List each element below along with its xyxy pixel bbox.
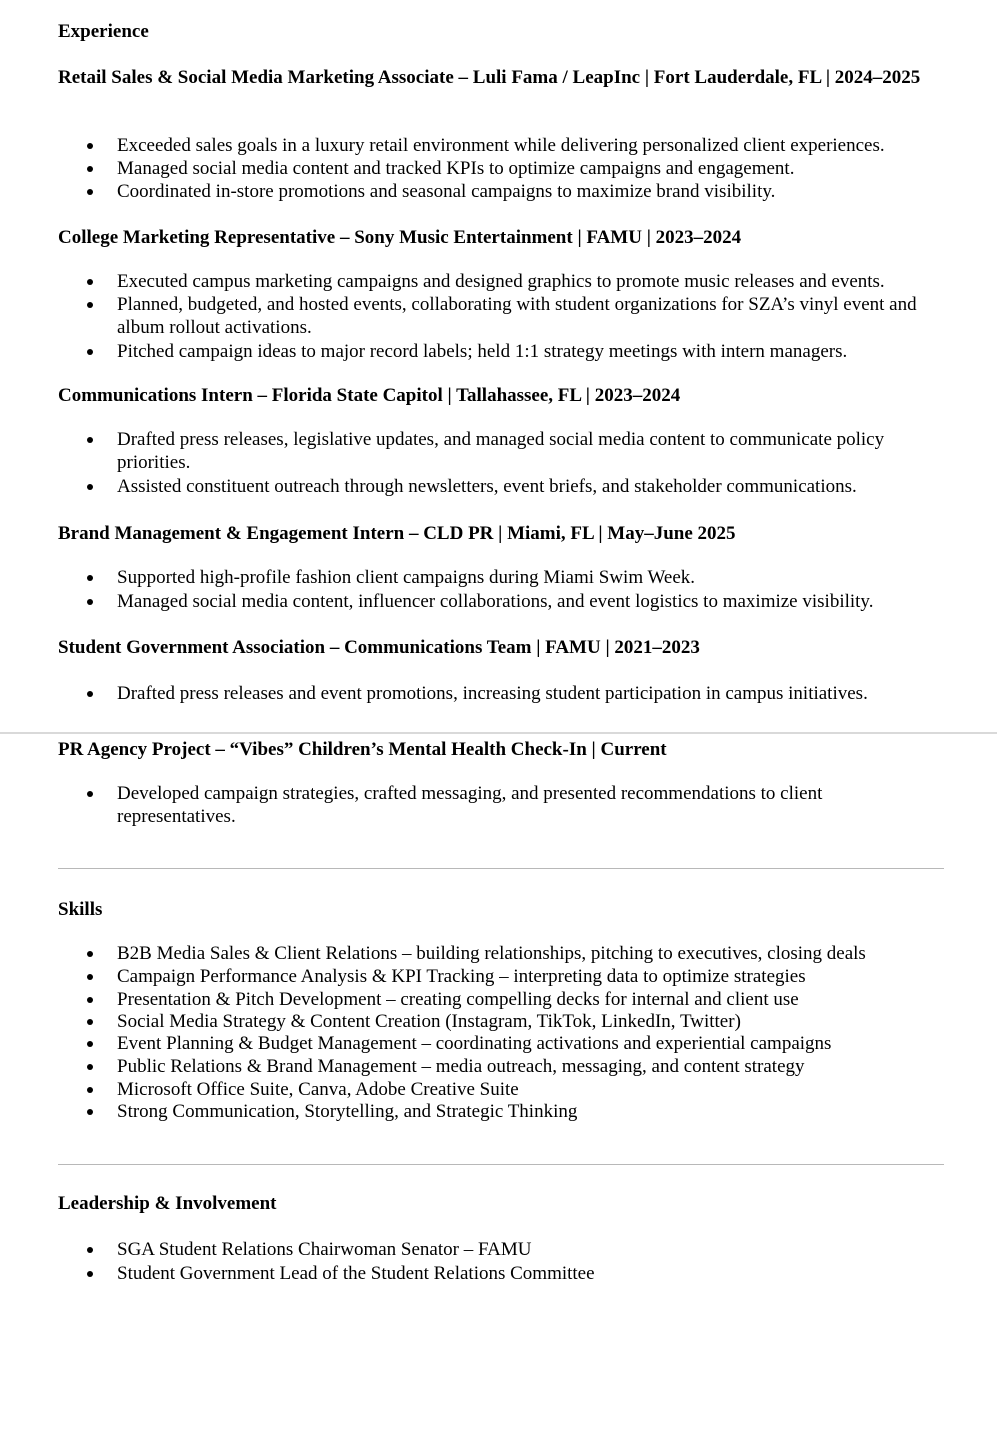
- job-bullets-sony-music: [0, 270, 917, 363]
- list-item: Supported high-profile fashion client campaigns during Miami Swim Week.: [0, 566, 917, 589]
- bullet-icon: [87, 575, 93, 581]
- job-title-sony-music: College Marketing Representative – Sony Music Entertainment | FAMU | 2023–2024: [58, 227, 742, 248]
- bullet-icon: [87, 189, 93, 195]
- bullet-icon: [87, 1271, 93, 1277]
- list-item: Student Government Lead of the Student Relations Committee: [0, 1262, 917, 1285]
- bullet-icon: [87, 1247, 93, 1253]
- bullet-icon: [87, 974, 93, 980]
- bullet-icon: [87, 599, 93, 605]
- leadership-heading: Leadership & Involvement: [58, 1193, 277, 1214]
- list-item: Planned, budgeted, and hosted events, collaborating with student organizations for SZA’s vinyl event and album rollout activations.: [0, 293, 917, 339]
- bullet-icon: [87, 791, 93, 797]
- job-bullets-florida-capitol: [0, 428, 917, 498]
- bullet-icon: [87, 437, 93, 443]
- job-title-luli-fama: Retail Sales & Social Media Marketing Associate – Luli Fama / LeapInc | Fort Lauderdale, FL | 2024–2025: [58, 67, 921, 88]
- bullet-icon: [87, 484, 93, 490]
- bullet-icon: [87, 1019, 93, 1025]
- list-item: Social Media Strategy & Content Creation (Instagram, TikTok, LinkedIn, Twitter): [0, 1010, 917, 1032]
- list-item: Pitched campaign ideas to major record labels; held 1:1 strategy meetings with intern managers.: [0, 340, 917, 363]
- list-item: SGA Student Relations Chairwoman Senator – FAMU: [0, 1238, 917, 1262]
- bullet-icon: [87, 1041, 93, 1047]
- job-title-florida-capitol: Communications Intern – Florida State Capitol | Tallahassee, FL | 2023–2024: [58, 385, 681, 406]
- list-item: Developed campaign strategies, crafted messaging, and presented recommendations to client representatives.: [0, 782, 917, 828]
- job-bullets-cld-pr: [0, 566, 917, 613]
- section-divider: [58, 1164, 944, 1165]
- leadership-list: [0, 1238, 917, 1285]
- experience-heading: Experience: [58, 21, 149, 42]
- bullet-icon: [87, 951, 93, 957]
- bullet-icon: [87, 143, 93, 149]
- bullet-icon: [87, 302, 93, 308]
- bullet-icon: [87, 349, 93, 355]
- list-item: Presentation & Pitch Development – creating compelling decks for internal and client use: [0, 988, 917, 1010]
- skills-list: [0, 942, 917, 1123]
- list-item: Campaign Performance Analysis & KPI Tracking – interpreting data to optimize strategies: [0, 965, 917, 988]
- job-bullets-sga-comms: [0, 682, 917, 705]
- skills-heading: Skills: [58, 899, 103, 920]
- list-item: Event Planning & Budget Management – coordinating activations and experiential campaigns: [0, 1032, 917, 1055]
- bullet-icon: [87, 1087, 93, 1093]
- list-item: Strong Communication, Storytelling, and Strategic Thinking: [0, 1100, 917, 1123]
- list-item: Drafted press releases and event promotions, increasing student participation in campus initiatives.: [0, 682, 917, 705]
- job-bullets-pr-agency: [0, 782, 917, 828]
- list-item: Exceeded sales goals in a luxury retail environment while delivering personalized client experiences.: [0, 134, 917, 157]
- list-item: Assisted constituent outreach through newsletters, event briefs, and stakeholder communications.: [0, 475, 917, 498]
- list-item: Microsoft Office Suite, Canva, Adobe Creative Suite: [0, 1078, 917, 1100]
- bullet-icon: [87, 1109, 93, 1115]
- bullet-icon: [87, 997, 93, 1003]
- section-divider: [58, 868, 944, 869]
- bullet-icon: [87, 691, 93, 697]
- list-item: Managed social media content, influencer collaborations, and event logistics to maximize visibility.: [0, 590, 917, 613]
- job-title-sga-comms: Student Government Association – Communications Team | FAMU | 2021–2023: [58, 637, 700, 658]
- list-item: Coordinated in-store promotions and seasonal campaigns to maximize brand visibility.: [0, 180, 917, 203]
- list-item: Drafted press releases, legislative updates, and managed social media content to communicate policy priorities.: [0, 428, 917, 474]
- list-item: Managed social media content and tracked KPIs to optimize campaigns and engagement.: [0, 157, 917, 180]
- bullet-icon: [87, 1064, 93, 1070]
- job-title-pr-agency: PR Agency Project – “Vibes” Children’s Mental Health Check-In | Current: [58, 739, 667, 760]
- job-bullets-luli-fama: [0, 134, 917, 203]
- bullet-icon: [87, 279, 93, 285]
- page-break-divider: [0, 732, 997, 734]
- job-title-cld-pr: Brand Management & Engagement Intern – CLD PR | Miami, FL | May–June 2025: [58, 523, 736, 544]
- list-item: Public Relations & Brand Management – media outreach, messaging, and content strategy: [0, 1055, 917, 1078]
- bullet-icon: [87, 166, 93, 172]
- list-item: B2B Media Sales & Client Relations – building relationships, pitching to executives, closing deals: [0, 942, 917, 965]
- list-item: Executed campus marketing campaigns and designed graphics to promote music releases and events.: [0, 270, 917, 293]
